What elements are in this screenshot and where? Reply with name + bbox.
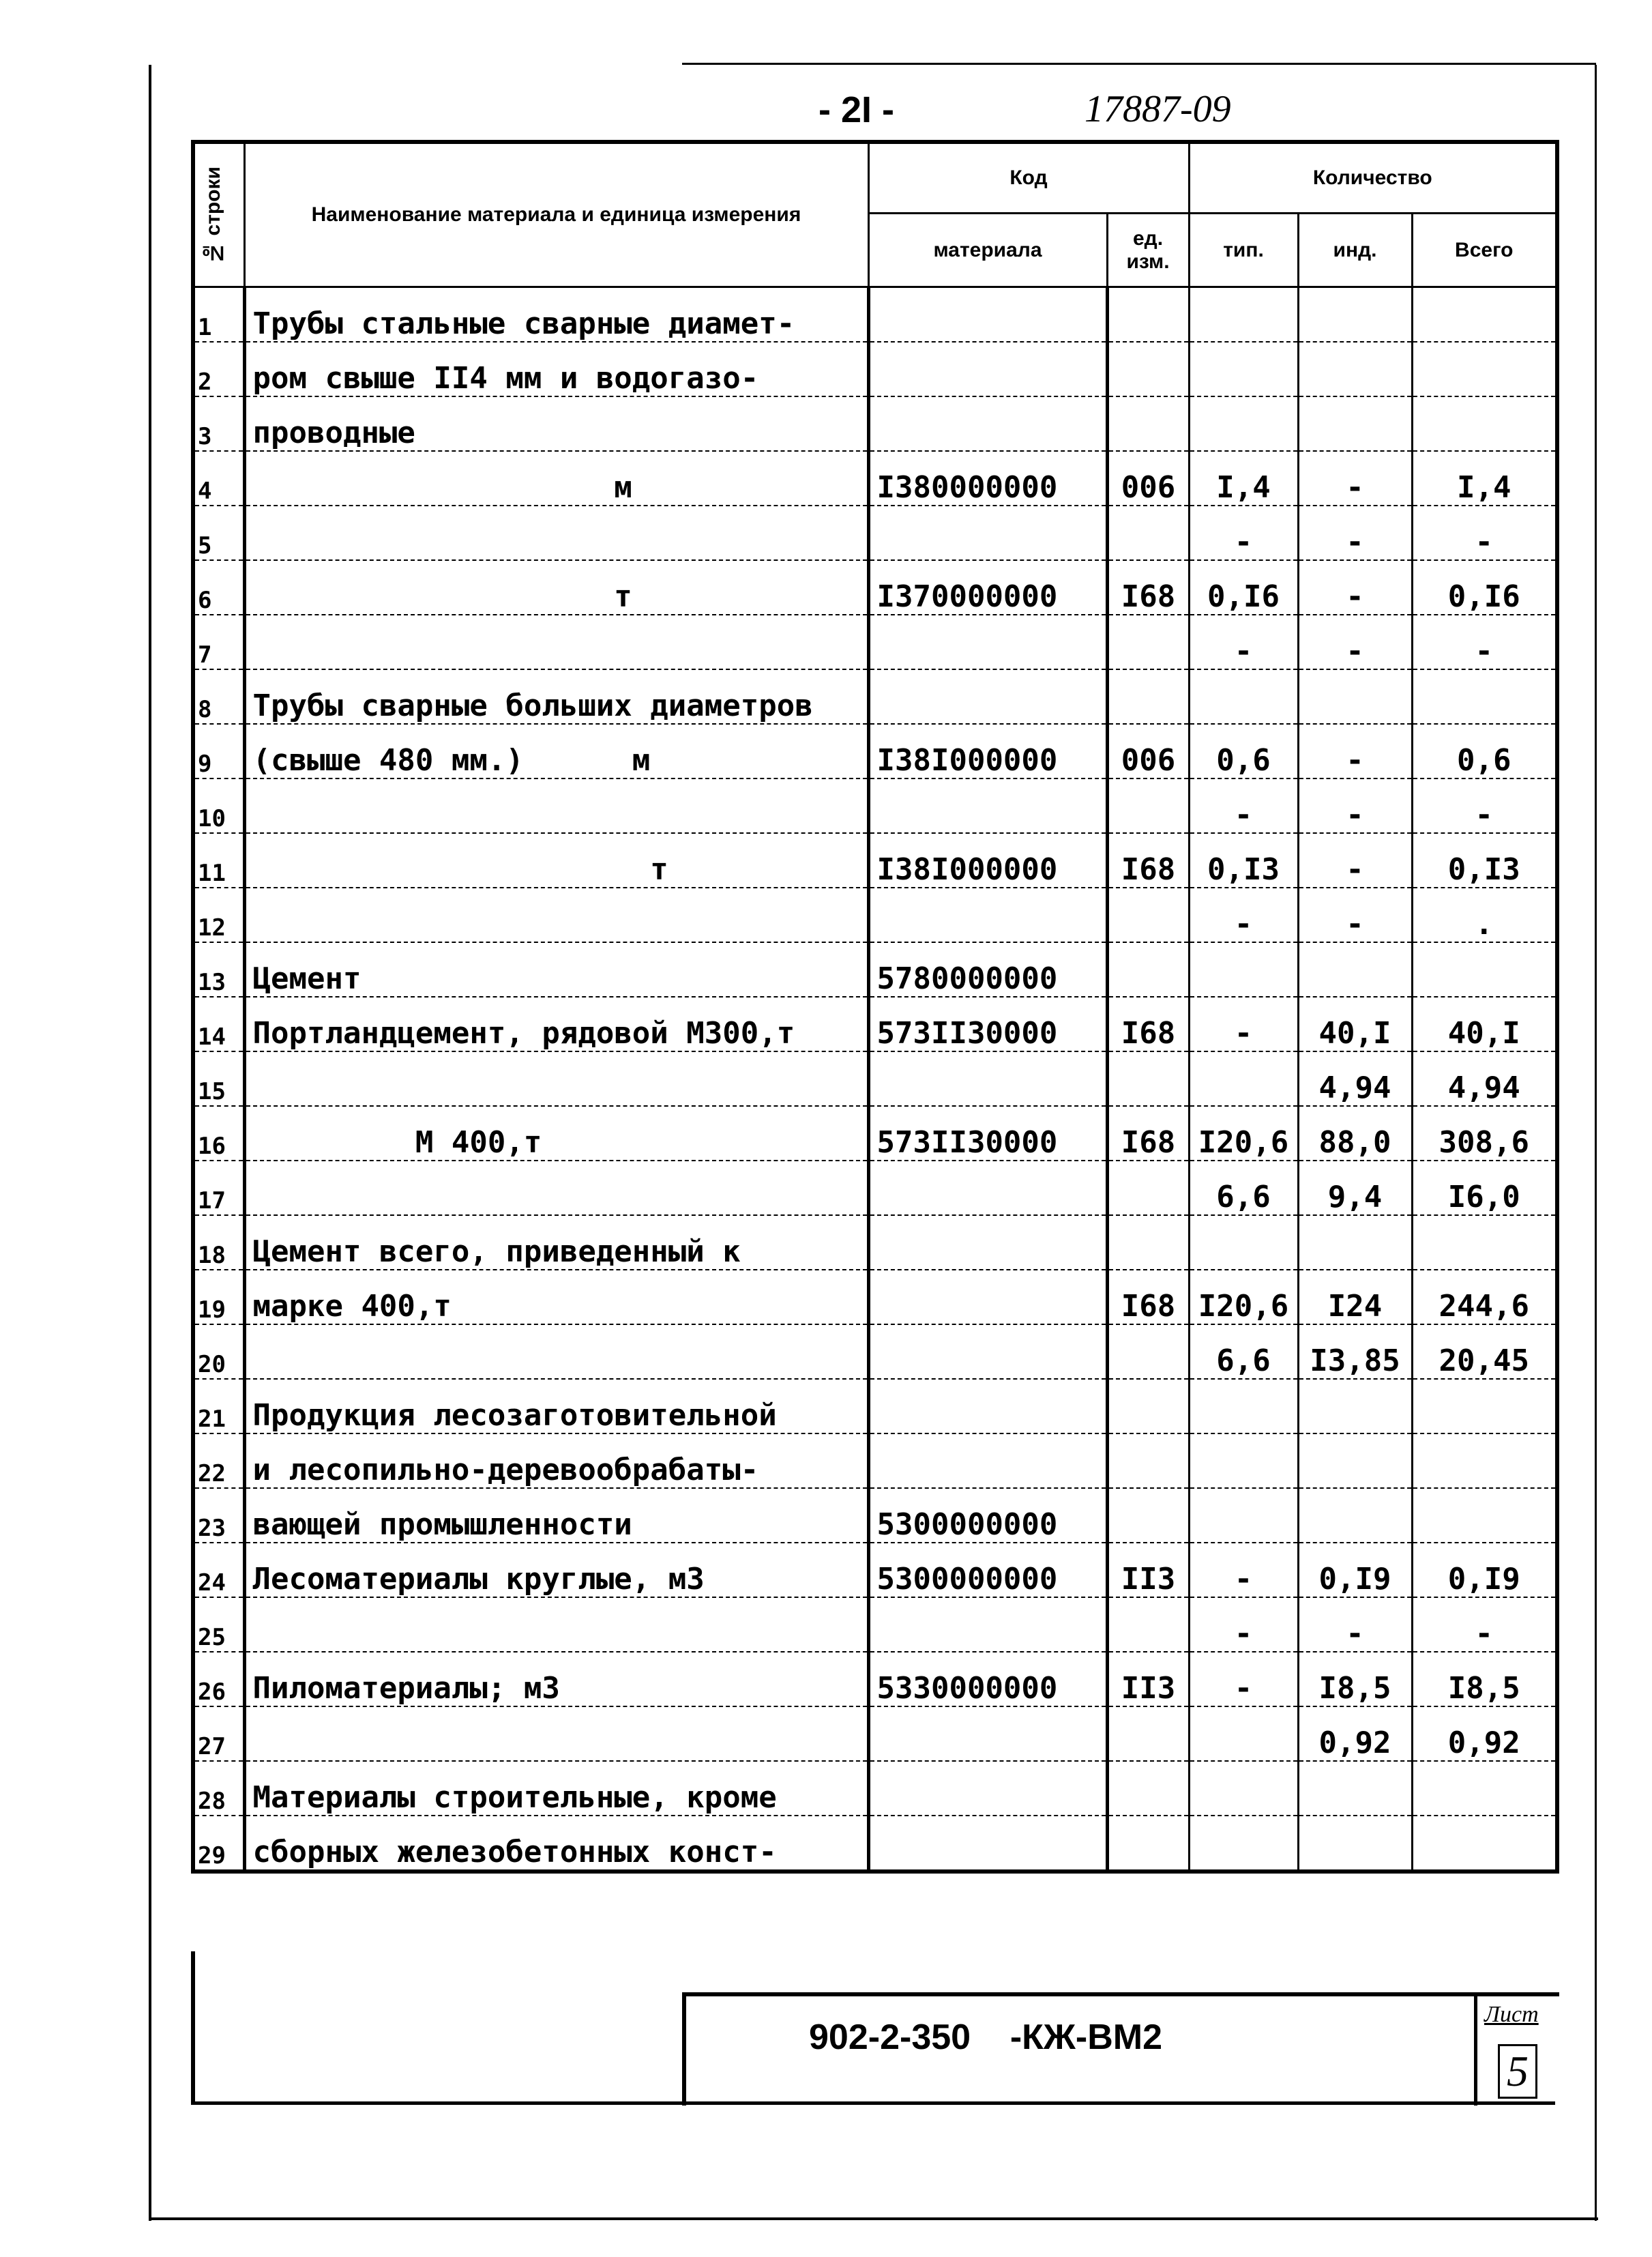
qty-total xyxy=(1412,669,1557,724)
qty-typ: 0,6 xyxy=(1189,724,1298,778)
material-name xyxy=(244,615,868,669)
qty-typ: - xyxy=(1189,778,1298,833)
qty-total: 244,6 xyxy=(1412,1270,1557,1324)
material-code: I38I000000 xyxy=(868,724,1107,778)
qty-ind xyxy=(1298,1816,1412,1872)
material-name: М 400,т xyxy=(244,1106,868,1161)
title-block xyxy=(682,1992,1559,2106)
material-name xyxy=(244,1051,868,1106)
qty-typ xyxy=(1189,1488,1298,1543)
qty-total: I6,0 xyxy=(1412,1161,1557,1215)
qty-typ: - xyxy=(1189,615,1298,669)
qty-typ xyxy=(1189,1379,1298,1433)
unit-code xyxy=(1107,669,1189,724)
material-code: I370000000 xyxy=(868,560,1107,615)
material-name: м xyxy=(244,451,868,506)
material-code xyxy=(868,1706,1107,1761)
qty-total: 0,I3 xyxy=(1412,833,1557,888)
material-code xyxy=(868,287,1107,343)
header-name: Наименование материала и единица измерения xyxy=(244,142,868,287)
material-code xyxy=(868,506,1107,560)
qty-ind xyxy=(1298,1379,1412,1433)
material-code xyxy=(868,669,1107,724)
material-code: 5330000000 xyxy=(868,1652,1107,1706)
table-row xyxy=(193,1761,1557,1816)
unit-code xyxy=(1107,1324,1189,1379)
unit-code: 006 xyxy=(1107,724,1189,778)
qty-ind: - xyxy=(1298,560,1412,615)
row-number: 1 xyxy=(193,287,244,343)
sheet-box xyxy=(1474,1996,1559,2106)
qty-typ xyxy=(1189,396,1298,451)
qty-typ: 6,6 xyxy=(1189,1161,1298,1215)
material-code xyxy=(868,1270,1107,1324)
unit-code xyxy=(1107,1597,1189,1652)
table-row xyxy=(193,1051,1557,1106)
qty-total xyxy=(1412,1488,1557,1543)
material-code xyxy=(868,1051,1107,1106)
table-row xyxy=(193,1379,1557,1433)
qty-ind: I24 xyxy=(1298,1270,1412,1324)
table-row xyxy=(193,451,1557,506)
qty-total: 20,45 xyxy=(1412,1324,1557,1379)
qty-typ: I20,6 xyxy=(1189,1270,1298,1324)
unit-code xyxy=(1107,1161,1189,1215)
frame-line xyxy=(682,63,1596,65)
table-row xyxy=(193,1488,1557,1543)
qty-ind: 0,92 xyxy=(1298,1706,1412,1761)
qty-total: 4,94 xyxy=(1412,1051,1557,1106)
qty-ind xyxy=(1298,1761,1412,1816)
material-code xyxy=(868,1816,1107,1872)
row-number: 14 xyxy=(193,997,244,1051)
qty-ind: 9,4 xyxy=(1298,1161,1412,1215)
qty-ind xyxy=(1298,1215,1412,1270)
qty-total: I,4 xyxy=(1412,451,1557,506)
qty-typ xyxy=(1189,1816,1298,1872)
qty-typ xyxy=(1189,1433,1298,1488)
unit-code xyxy=(1107,942,1189,997)
qty-ind xyxy=(1298,1488,1412,1543)
row-number: 7 xyxy=(193,615,244,669)
qty-typ xyxy=(1189,342,1298,396)
material-code xyxy=(868,888,1107,942)
table-row xyxy=(193,287,1557,343)
unit-code xyxy=(1107,1816,1189,1872)
qty-ind xyxy=(1298,942,1412,997)
table-row xyxy=(193,1706,1557,1761)
unit-code xyxy=(1107,1215,1189,1270)
row-number: 15 xyxy=(193,1051,244,1106)
qty-typ: 0,I3 xyxy=(1189,833,1298,888)
table-row xyxy=(193,888,1557,942)
qty-ind: I3,85 xyxy=(1298,1324,1412,1379)
table-row xyxy=(193,669,1557,724)
table-row xyxy=(193,1543,1557,1597)
qty-ind xyxy=(1298,287,1412,343)
material-name: Продукция лесозаготовительной xyxy=(244,1379,868,1433)
row-number: 2 xyxy=(193,342,244,396)
qty-total: - xyxy=(1412,506,1557,560)
qty-ind xyxy=(1298,669,1412,724)
qty-ind: - xyxy=(1298,1597,1412,1652)
qty-ind: 4,94 xyxy=(1298,1051,1412,1106)
header-total: Всего xyxy=(1412,214,1557,287)
material-name: т xyxy=(244,560,868,615)
qty-typ: 0,I6 xyxy=(1189,560,1298,615)
material-code xyxy=(868,778,1107,833)
material-code xyxy=(868,1215,1107,1270)
row-number: 26 xyxy=(193,1652,244,1706)
qty-ind: - xyxy=(1298,724,1412,778)
row-number: 3 xyxy=(193,396,244,451)
qty-typ xyxy=(1189,1051,1298,1106)
row-number: 17 xyxy=(193,1161,244,1215)
qty-total xyxy=(1412,942,1557,997)
qty-typ: - xyxy=(1189,1652,1298,1706)
material-name: Цемент xyxy=(244,942,868,997)
qty-total xyxy=(1412,1761,1557,1816)
page-number: - 2I - xyxy=(818,89,895,130)
material-code xyxy=(868,1379,1107,1433)
qty-total xyxy=(1412,287,1557,343)
unit-code xyxy=(1107,1433,1189,1488)
row-number: 4 xyxy=(193,451,244,506)
materials-table xyxy=(191,140,1559,1874)
row-number: 22 xyxy=(193,1433,244,1488)
table-row xyxy=(193,1816,1557,1872)
unit-code xyxy=(1107,1379,1189,1433)
material-name xyxy=(244,1597,868,1652)
table-row xyxy=(193,942,1557,997)
row-number: 10 xyxy=(193,778,244,833)
material-code xyxy=(868,1324,1107,1379)
material-name: (свыше 480 мм.) м xyxy=(244,724,868,778)
row-number: 18 xyxy=(193,1215,244,1270)
row-number: 11 xyxy=(193,833,244,888)
frame-line xyxy=(191,1951,195,2105)
qty-ind xyxy=(1298,1433,1412,1488)
qty-typ: - xyxy=(1189,1543,1298,1597)
material-code: 573II30000 xyxy=(868,1106,1107,1161)
table-row xyxy=(193,1161,1557,1215)
material-code: 5780000000 xyxy=(868,942,1107,997)
qty-total: - xyxy=(1412,778,1557,833)
table-row xyxy=(193,1433,1557,1488)
row-number: 9 xyxy=(193,724,244,778)
unit-code xyxy=(1107,888,1189,942)
unit-code xyxy=(1107,1761,1189,1816)
qty-typ: I20,6 xyxy=(1189,1106,1298,1161)
qty-typ xyxy=(1189,1761,1298,1816)
unit-code: I68 xyxy=(1107,833,1189,888)
row-number: 12 xyxy=(193,888,244,942)
table-row xyxy=(193,560,1557,615)
qty-total: - xyxy=(1412,615,1557,669)
material-code: I380000000 xyxy=(868,451,1107,506)
material-code xyxy=(868,615,1107,669)
qty-total: 0,92 xyxy=(1412,1706,1557,1761)
material-name xyxy=(244,1324,868,1379)
qty-ind: - xyxy=(1298,451,1412,506)
qty-typ: I,4 xyxy=(1189,451,1298,506)
material-name: ром свыше II4 мм и водогазо- xyxy=(244,342,868,396)
unit-code xyxy=(1107,506,1189,560)
material-name: Материалы строительные, кроме xyxy=(244,1761,868,1816)
unit-code: I68 xyxy=(1107,997,1189,1051)
qty-total: I8,5 xyxy=(1412,1652,1557,1706)
material-name xyxy=(244,778,868,833)
unit-code xyxy=(1107,287,1189,343)
material-name: Лесоматериалы круглые, м3 xyxy=(244,1543,868,1597)
material-code xyxy=(868,342,1107,396)
document-number: 17887-09 xyxy=(1085,88,1231,130)
unit-code: I68 xyxy=(1107,1106,1189,1161)
material-name: проводные xyxy=(244,396,868,451)
qty-typ xyxy=(1189,287,1298,343)
table-row xyxy=(193,833,1557,888)
row-number: 29 xyxy=(193,1816,244,1872)
row-number: 5 xyxy=(193,506,244,560)
sheet-label: Лист xyxy=(1484,2002,1539,2027)
table-row xyxy=(193,396,1557,451)
row-number: 21 xyxy=(193,1379,244,1433)
drawing-code: 902-2-350 -КЖ-ВМ2 xyxy=(809,2018,1163,2057)
unit-code xyxy=(1107,1706,1189,1761)
frame-line xyxy=(1595,65,1597,2221)
qty-total: 308,6 xyxy=(1412,1106,1557,1161)
table-row xyxy=(193,1270,1557,1324)
table-row xyxy=(193,1324,1557,1379)
qty-total: 0,I9 xyxy=(1412,1543,1557,1597)
material-code: 5300000000 xyxy=(868,1488,1107,1543)
qty-total xyxy=(1412,1816,1557,1872)
material-name: Цемент всего, приведенный к xyxy=(244,1215,868,1270)
row-number: 25 xyxy=(193,1597,244,1652)
unit-code xyxy=(1107,1488,1189,1543)
qty-ind: - xyxy=(1298,615,1412,669)
qty-ind xyxy=(1298,342,1412,396)
unit-code: I68 xyxy=(1107,560,1189,615)
qty-ind: - xyxy=(1298,778,1412,833)
qty-typ xyxy=(1189,669,1298,724)
table-row xyxy=(193,997,1557,1051)
row-number: 13 xyxy=(193,942,244,997)
material-name: марке 400,т xyxy=(244,1270,868,1324)
row-number: 24 xyxy=(193,1543,244,1597)
qty-ind: 88,0 xyxy=(1298,1106,1412,1161)
material-code: 5300000000 xyxy=(868,1543,1107,1597)
table-row xyxy=(193,342,1557,396)
frame-line xyxy=(149,2217,1598,2220)
table-row xyxy=(193,778,1557,833)
qty-total: - xyxy=(1412,1597,1557,1652)
unit-code xyxy=(1107,342,1189,396)
material-name xyxy=(244,1706,868,1761)
header-code: Код xyxy=(868,142,1189,214)
qty-ind: - xyxy=(1298,833,1412,888)
header-code-material: материала xyxy=(868,214,1107,287)
material-name: Пиломатериалы; м3 xyxy=(244,1652,868,1706)
qty-typ xyxy=(1189,1215,1298,1270)
material-name: Трубы сварные больших диаметров xyxy=(244,669,868,724)
header-row-no: № строки xyxy=(193,142,244,287)
unit-code: II3 xyxy=(1107,1652,1189,1706)
unit-code xyxy=(1107,396,1189,451)
material-code xyxy=(868,1433,1107,1488)
table-row xyxy=(193,724,1557,778)
qty-total: 40,I xyxy=(1412,997,1557,1051)
qty-ind: - xyxy=(1298,506,1412,560)
unit-code: I68 xyxy=(1107,1270,1189,1324)
material-name: и лесопильно-деревообрабаты- xyxy=(244,1433,868,1488)
unit-code xyxy=(1107,778,1189,833)
unit-code: II3 xyxy=(1107,1543,1189,1597)
qty-total xyxy=(1412,342,1557,396)
qty-total xyxy=(1412,1215,1557,1270)
material-code xyxy=(868,1761,1107,1816)
unit-code xyxy=(1107,1051,1189,1106)
table-row xyxy=(193,1652,1557,1706)
row-number: 20 xyxy=(193,1324,244,1379)
table-row xyxy=(193,615,1557,669)
table-row xyxy=(193,1215,1557,1270)
row-number: 27 xyxy=(193,1706,244,1761)
sheet-number: 5 xyxy=(1498,2044,1537,2099)
material-name xyxy=(244,888,868,942)
row-number: 16 xyxy=(193,1106,244,1161)
qty-total xyxy=(1412,1433,1557,1488)
material-code: 573II30000 xyxy=(868,997,1107,1051)
material-code xyxy=(868,1597,1107,1652)
material-name: т xyxy=(244,833,868,888)
qty-typ: - xyxy=(1189,506,1298,560)
qty-total xyxy=(1412,396,1557,451)
header-typ: тип. xyxy=(1189,214,1298,287)
material-name xyxy=(244,506,868,560)
material-name: вающей промышленности xyxy=(244,1488,868,1543)
material-code xyxy=(868,1161,1107,1215)
material-name: сборных железобетонных конст- xyxy=(244,1816,868,1872)
table-row xyxy=(193,1597,1557,1652)
qty-ind: - xyxy=(1298,888,1412,942)
qty-ind xyxy=(1298,396,1412,451)
qty-ind: 0,I9 xyxy=(1298,1543,1412,1597)
header-ind: инд. xyxy=(1298,214,1412,287)
qty-total xyxy=(1412,1379,1557,1433)
material-code: I38I000000 xyxy=(868,833,1107,888)
frame-line xyxy=(149,65,151,2221)
material-code xyxy=(868,396,1107,451)
qty-total: 0,I6 xyxy=(1412,560,1557,615)
row-number: 6 xyxy=(193,560,244,615)
row-number: 8 xyxy=(193,669,244,724)
header-unit: ед. изм. xyxy=(1107,214,1189,287)
qty-typ xyxy=(1189,1706,1298,1761)
material-name: Трубы стальные сварные диамет- xyxy=(244,287,868,343)
qty-typ: - xyxy=(1189,997,1298,1051)
row-number: 23 xyxy=(193,1488,244,1543)
qty-ind: I8,5 xyxy=(1298,1652,1412,1706)
table-row xyxy=(193,1106,1557,1161)
unit-code xyxy=(1107,615,1189,669)
row-number: 19 xyxy=(193,1270,244,1324)
unit-code: 006 xyxy=(1107,451,1189,506)
qty-total: . xyxy=(1412,888,1557,942)
qty-total: 0,6 xyxy=(1412,724,1557,778)
header-quantity: Количество xyxy=(1189,142,1557,214)
material-name xyxy=(244,1161,868,1215)
qty-ind: 40,I xyxy=(1298,997,1412,1051)
frame-line xyxy=(191,2101,1555,2105)
qty-typ: - xyxy=(1189,1597,1298,1652)
qty-typ: 6,6 xyxy=(1189,1324,1298,1379)
row-number: 28 xyxy=(193,1761,244,1816)
qty-typ xyxy=(1189,942,1298,997)
table-row xyxy=(193,506,1557,560)
material-name: Портландцемент, рядовой М300,т xyxy=(244,997,868,1051)
qty-typ: - xyxy=(1189,888,1298,942)
